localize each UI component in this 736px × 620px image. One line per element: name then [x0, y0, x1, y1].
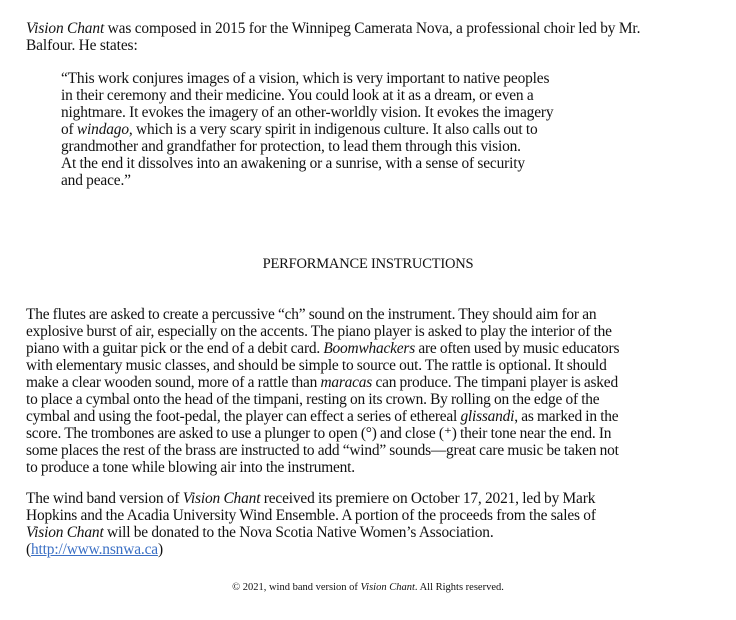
- boomwhackers-term: Boomwhackers: [323, 340, 415, 357]
- instructions-line: make a clear wooden sound, more of a rattle than maracas can produce. The timpani player is asked: [26, 374, 618, 391]
- instructions-line: score. The trombones are asked to use a plunger to open (°) and close (⁺) their tone near the end. In: [26, 425, 612, 442]
- instructions-line: with elementary music classes, and should be simple to source out. The rattle is optional. It should: [26, 357, 607, 374]
- nsnwa-link[interactable]: http://www.nsnwa.ca: [30, 541, 158, 558]
- instructions-line: to produce a tone while blowing air into the instrument.: [26, 459, 355, 476]
- glissandi-term: glissandi: [460, 408, 515, 425]
- premiere-line: The wind band version of Vision Chant received its premiere on October 17, 2021, led by Mark: [26, 490, 596, 507]
- premiere-line: (http://www.nsnwa.ca): [26, 541, 163, 558]
- instructions-line: The flutes are asked to create a percussive “ch” sound on the instrument. They should aim for an: [26, 306, 597, 323]
- premiere-line: Vision Chant will be donated to the Nova Scotia Native Women’s Association.: [26, 524, 494, 541]
- work-title: Vision Chant: [26, 20, 105, 37]
- premiere-paragraph: [26, 490, 716, 558]
- quote-line: and peace.”: [61, 172, 131, 189]
- intro-line: Balfour. He states:: [26, 37, 138, 54]
- composer-quote: [61, 70, 636, 189]
- quote-line: nightmare. It evokes the imagery of an other-worldly vision. It evokes the imagery: [61, 104, 554, 121]
- section-heading: PERFORMANCE INSTRUCTIONS: [262, 256, 474, 272]
- work-title: Vision Chant: [26, 524, 104, 541]
- quote-line: At the end it dissolves into an awakening or a sunrise, with a sense of security: [61, 155, 525, 172]
- intro-line: Vision Chant was composed in 2015 for the Winnipeg Camerata Nova, a professional choir led by Mr.: [26, 20, 641, 37]
- quote-line: in their ceremony and their medicine. You could look at it as a dream, or even a: [61, 87, 534, 104]
- maracas-term: maracas: [320, 374, 373, 391]
- performance-instructions-paragraph: [26, 306, 716, 476]
- intro-paragraph: [26, 20, 716, 54]
- copyright-notice: © 2021, wind band version of Vision Chant. All Rights reserved.: [232, 582, 504, 593]
- premiere-line: Hopkins and the Acadia University Wind Ensemble. A portion of the proceeds from the sales of: [26, 507, 596, 524]
- work-title: Vision Chant: [360, 582, 415, 593]
- instructions-line: cymbal and using the foot-pedal, the player can effect a series of ethereal glissandi, as marked in the: [26, 408, 619, 425]
- quote-line: grandmother and grandfather for protection, to lead them through this vision.: [61, 138, 521, 155]
- instructions-line: piano with a guitar pick or the end of a debit card. Boomwhackers are often used by music educators: [26, 340, 620, 357]
- instructions-line: explosive burst of air, especially on the accents. The piano player is asked to play the interior of the: [26, 323, 612, 340]
- quote-line: of windago, which is a very scary spirit in indigenous culture. It also calls out to: [61, 121, 538, 138]
- instructions-line: some places the rest of the brass are instructed to add “wind” sounds—great care music be taken not: [26, 442, 619, 459]
- quote-line: “This work conjures images of a vision, which is very important to native peoples: [61, 70, 550, 87]
- instructions-line: to place a cymbal onto the head of the timpani, resting on its crown. By rolling on the edge of the: [26, 391, 600, 408]
- work-title: Vision Chant: [182, 490, 261, 507]
- windago-term: windago: [76, 121, 129, 138]
